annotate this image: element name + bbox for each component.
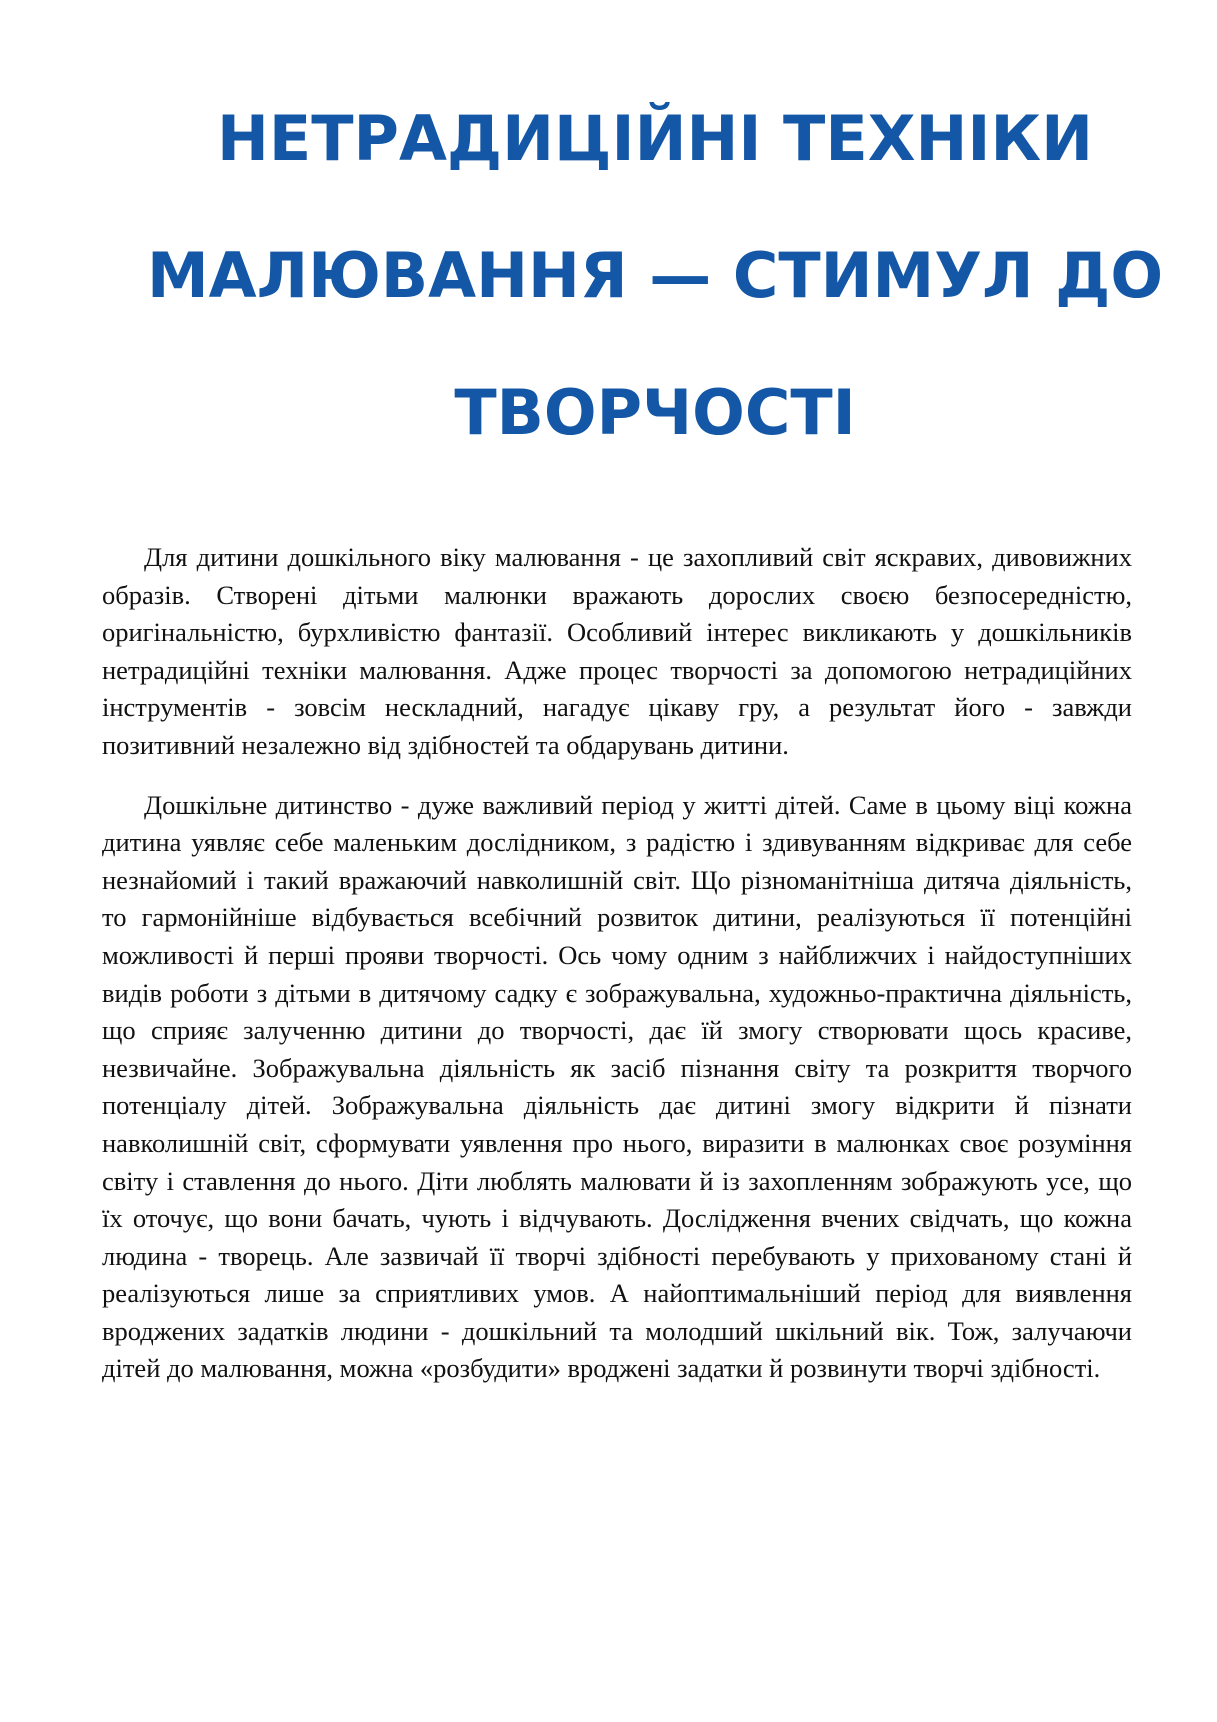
paragraph-preschool: Дошкільне дитинство - дуже важливий період у житті дітей. Саме в цьому віці кожна дитина уявляє себе маленьким дослідником, з радістю і здивуванням відкриває для себе незнайомий і такий вражаючий навколишній світ. Що різноманітніша дитяча діяльність, то гармонійніше відбувається всебічний розвиток дитини, реалізуються її потенційні можливості й перші прояви творчості. Ось чому одним з найближчих і найдоступніших видів роботи з дітьми в дитячому садку є зображувальна, художньо-практична діяльність, що сприяє залученню дитини до творчості, дає їй змогу створювати щось красиве, незвичайне. Зображувальна діяльність як засіб пізнання світу та розкриття творчого потенціалу дітей. Зображувальна діяльність дає дитині змогу відкрити й пізнати навколишній світ, сформувати уявлення про нього, виразити в малюнках своє розуміння світу і ставлення до нього. Діти люблять малювати й із захопленням зображують усе, що їх оточує, що вони бачать, чують і відчувають. Дослідження вчених свідчать, що кожна людина - творець. Але зазвичай її творчі здібності перебувають у прихованому стані й реалізуються лише за сприятливих умов. А найоптимальніший період для виявлення вроджених задатків людини - дошкільний та молодший шкільний вік. Тож, залучаючи дітей до малювання, можна «розбудити» вроджені задатки й розвинути творчі здібності. <box>102 789 1132 1384</box>
paragraph-intro: Для дитини дошкільного віку малювання - це захопливий світ яскравих, дивовижних образів. Створені дітьми малюнки вражають дорослих своєю безпосередністю, оригінальністю, бурхливістю фантазії. Особливий інтерес викликають у дошкільників нетрадиційні техніки малювання. Адже процес творчості за допомогою нетрадиційних інструментів - зовсім нескладний, нагадує цікаву гру, а результат його - завжди позитивний незалежно від здібностей та обдарувань дитини. <box>102 542 1132 760</box>
title-line-2: МАЛЮВАННЯ — СТИМУЛ ДО <box>146 239 1164 312</box>
title-line-3: ТВОРЧОСТІ <box>454 376 856 449</box>
body-text <box>102 539 1132 1410</box>
title-line-1: НЕТРАДИЦІЙНІ ТЕХНІКИ <box>216 102 1094 175</box>
page-title <box>100 70 1210 481</box>
